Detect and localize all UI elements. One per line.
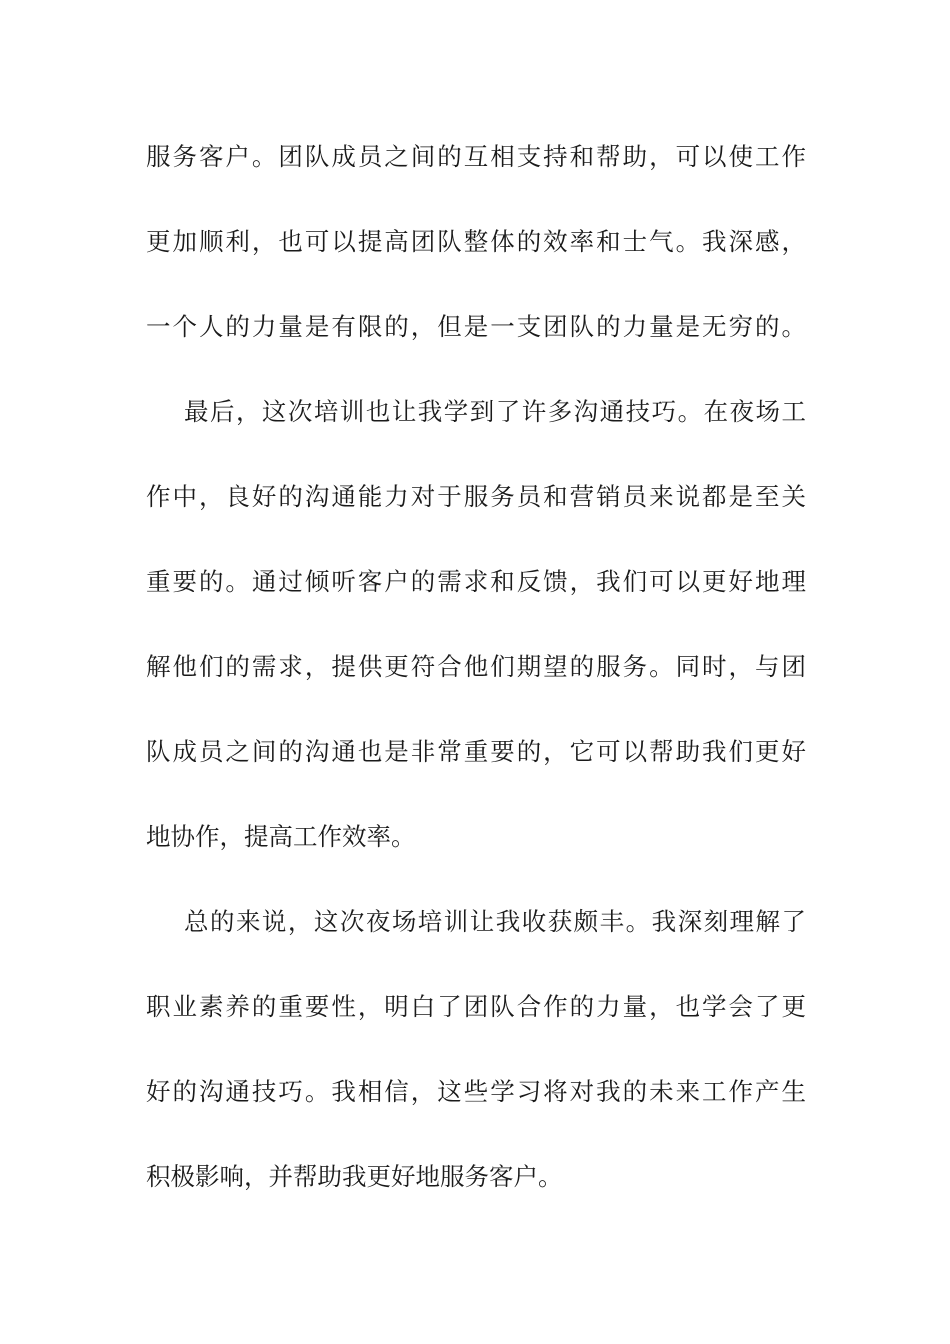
paragraph-line: 最后，这次培训也让我学到了许多沟通技巧。在夜场工 bbox=[184, 397, 806, 426]
paragraph-line: 解他们的需求，提供更符合他们期望的服务。同时，与团 bbox=[146, 652, 806, 681]
paragraph-line: 服务客户。团队成员之间的互相支持和帮助，可以使工作 bbox=[146, 142, 806, 171]
paragraph-line: 一个人的力量是有限的，但是一支团队的力量是无穷的。 bbox=[146, 312, 806, 341]
paragraph-line: 更加顺利，也可以提高团队整体的效率和士气。我深感， bbox=[146, 227, 806, 256]
paragraph-line: 重要的。通过倾听客户的需求和反馈，我们可以更好地理 bbox=[146, 567, 806, 596]
paragraph-line: 好的沟通技巧。我相信，这些学习将对我的未来工作产生 bbox=[146, 1077, 806, 1106]
paragraph-line: 职业素养的重要性，明白了团队合作的力量，也学会了更 bbox=[146, 992, 806, 1021]
paragraph-line: 总的来说，这次夜场培训让我收获颇丰。我深刻理解了 bbox=[184, 907, 806, 936]
paragraph-line: 地协作，提高工作效率。 bbox=[146, 822, 416, 851]
paragraph-line: 队成员之间的沟通也是非常重要的，它可以帮助我们更好 bbox=[146, 737, 806, 766]
paragraph-line: 作中，良好的沟通能力对于服务员和营销员来说都是至关 bbox=[146, 482, 806, 511]
document-body bbox=[146, 129, 806, 1234]
paragraph-line: 积极影响，并帮助我更好地服务客户。 bbox=[146, 1162, 563, 1191]
